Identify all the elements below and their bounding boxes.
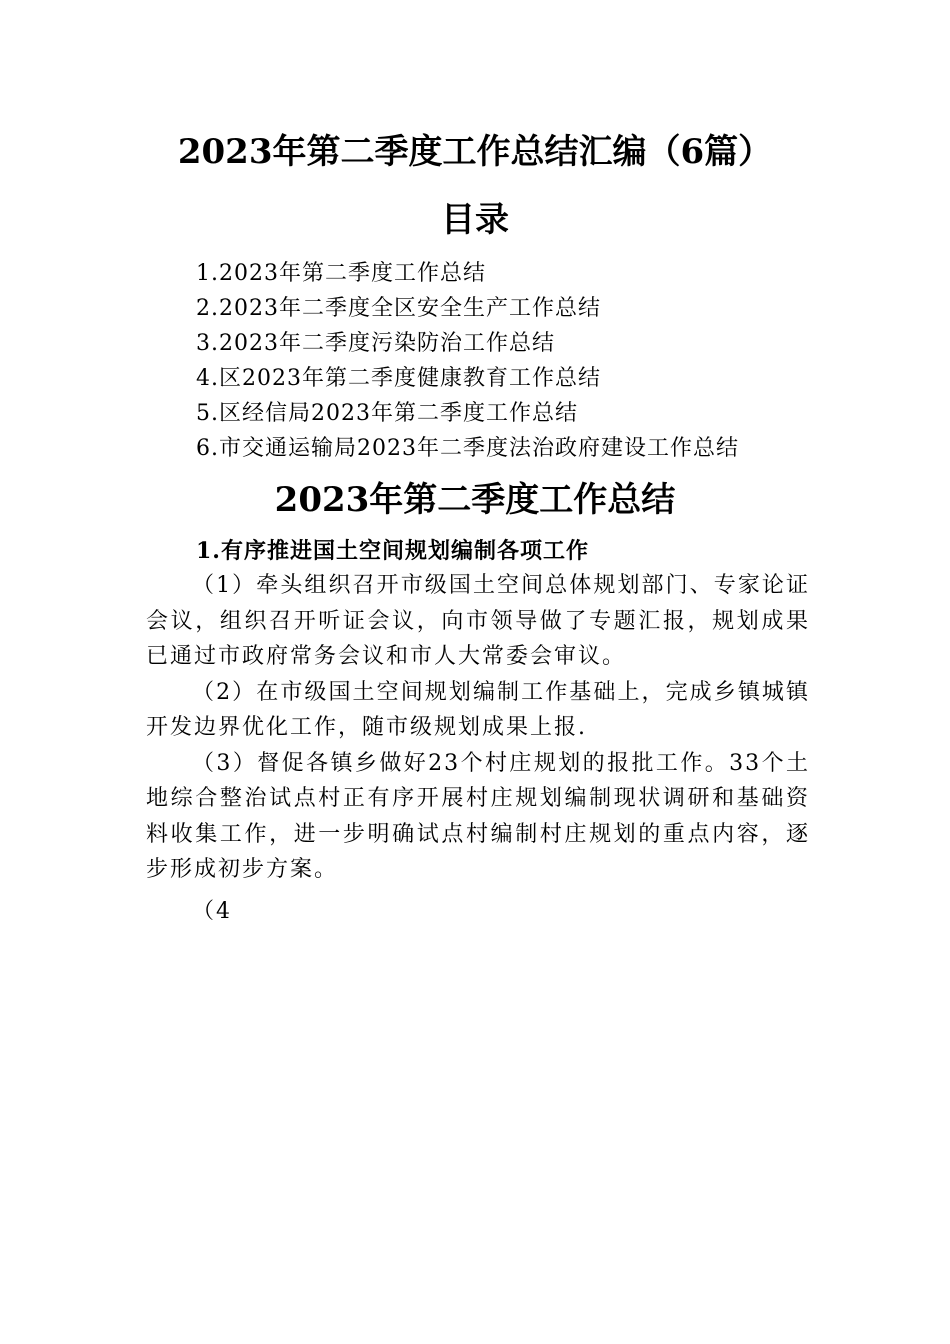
document-title: 2023年第二季度工作总结汇编（6篇） (177, 132, 773, 172)
table-of-contents (196, 256, 836, 466)
paragraph: （4 (192, 898, 232, 924)
toc-item: 1.2023年第二季度工作总结 (196, 261, 486, 286)
paragraph: （3）督促各镇乡做好23个村庄规划的报批工作。33个土地综合整治试点村正有序开展村庄规划编制现状调研和基础资料收集工作，进一步明确试点村编制村庄规划的重点内容，逐步形成初步方案。 (146, 750, 810, 882)
body-text (146, 568, 810, 929)
toc-item: 3.2023年二季度污染防治工作总结 (196, 331, 555, 356)
toc-heading: 目录 (441, 200, 509, 240)
toc-item: 6.市交通运输局2023年二季度法治政府建设工作总结 (196, 436, 739, 461)
section-title: 2023年第二季度工作总结 (274, 480, 676, 520)
paragraph: （2）在市级国土空间规划编制工作基础上，完成乡镇城镇开发边界优化工作，随市级规划成果上报. (146, 679, 810, 740)
toc-item: 4.区2023年第二季度健康教育工作总结 (196, 366, 601, 391)
toc-item: 2.2023年二季度全区安全生产工作总结 (196, 296, 601, 321)
toc-item: 5.区经信局2023年第二季度工作总结 (196, 401, 578, 426)
paragraph: （1）牵头组织召开市级国土空间总体规划部门、专家论证会议，组织召开听证会议，向市领导做了专题汇报，规划成果已通过市政府常务会议和市人大常委会审议。 (146, 573, 810, 669)
sub-heading: 1.有序推进国土空间规划编制各项工作 (196, 538, 589, 564)
